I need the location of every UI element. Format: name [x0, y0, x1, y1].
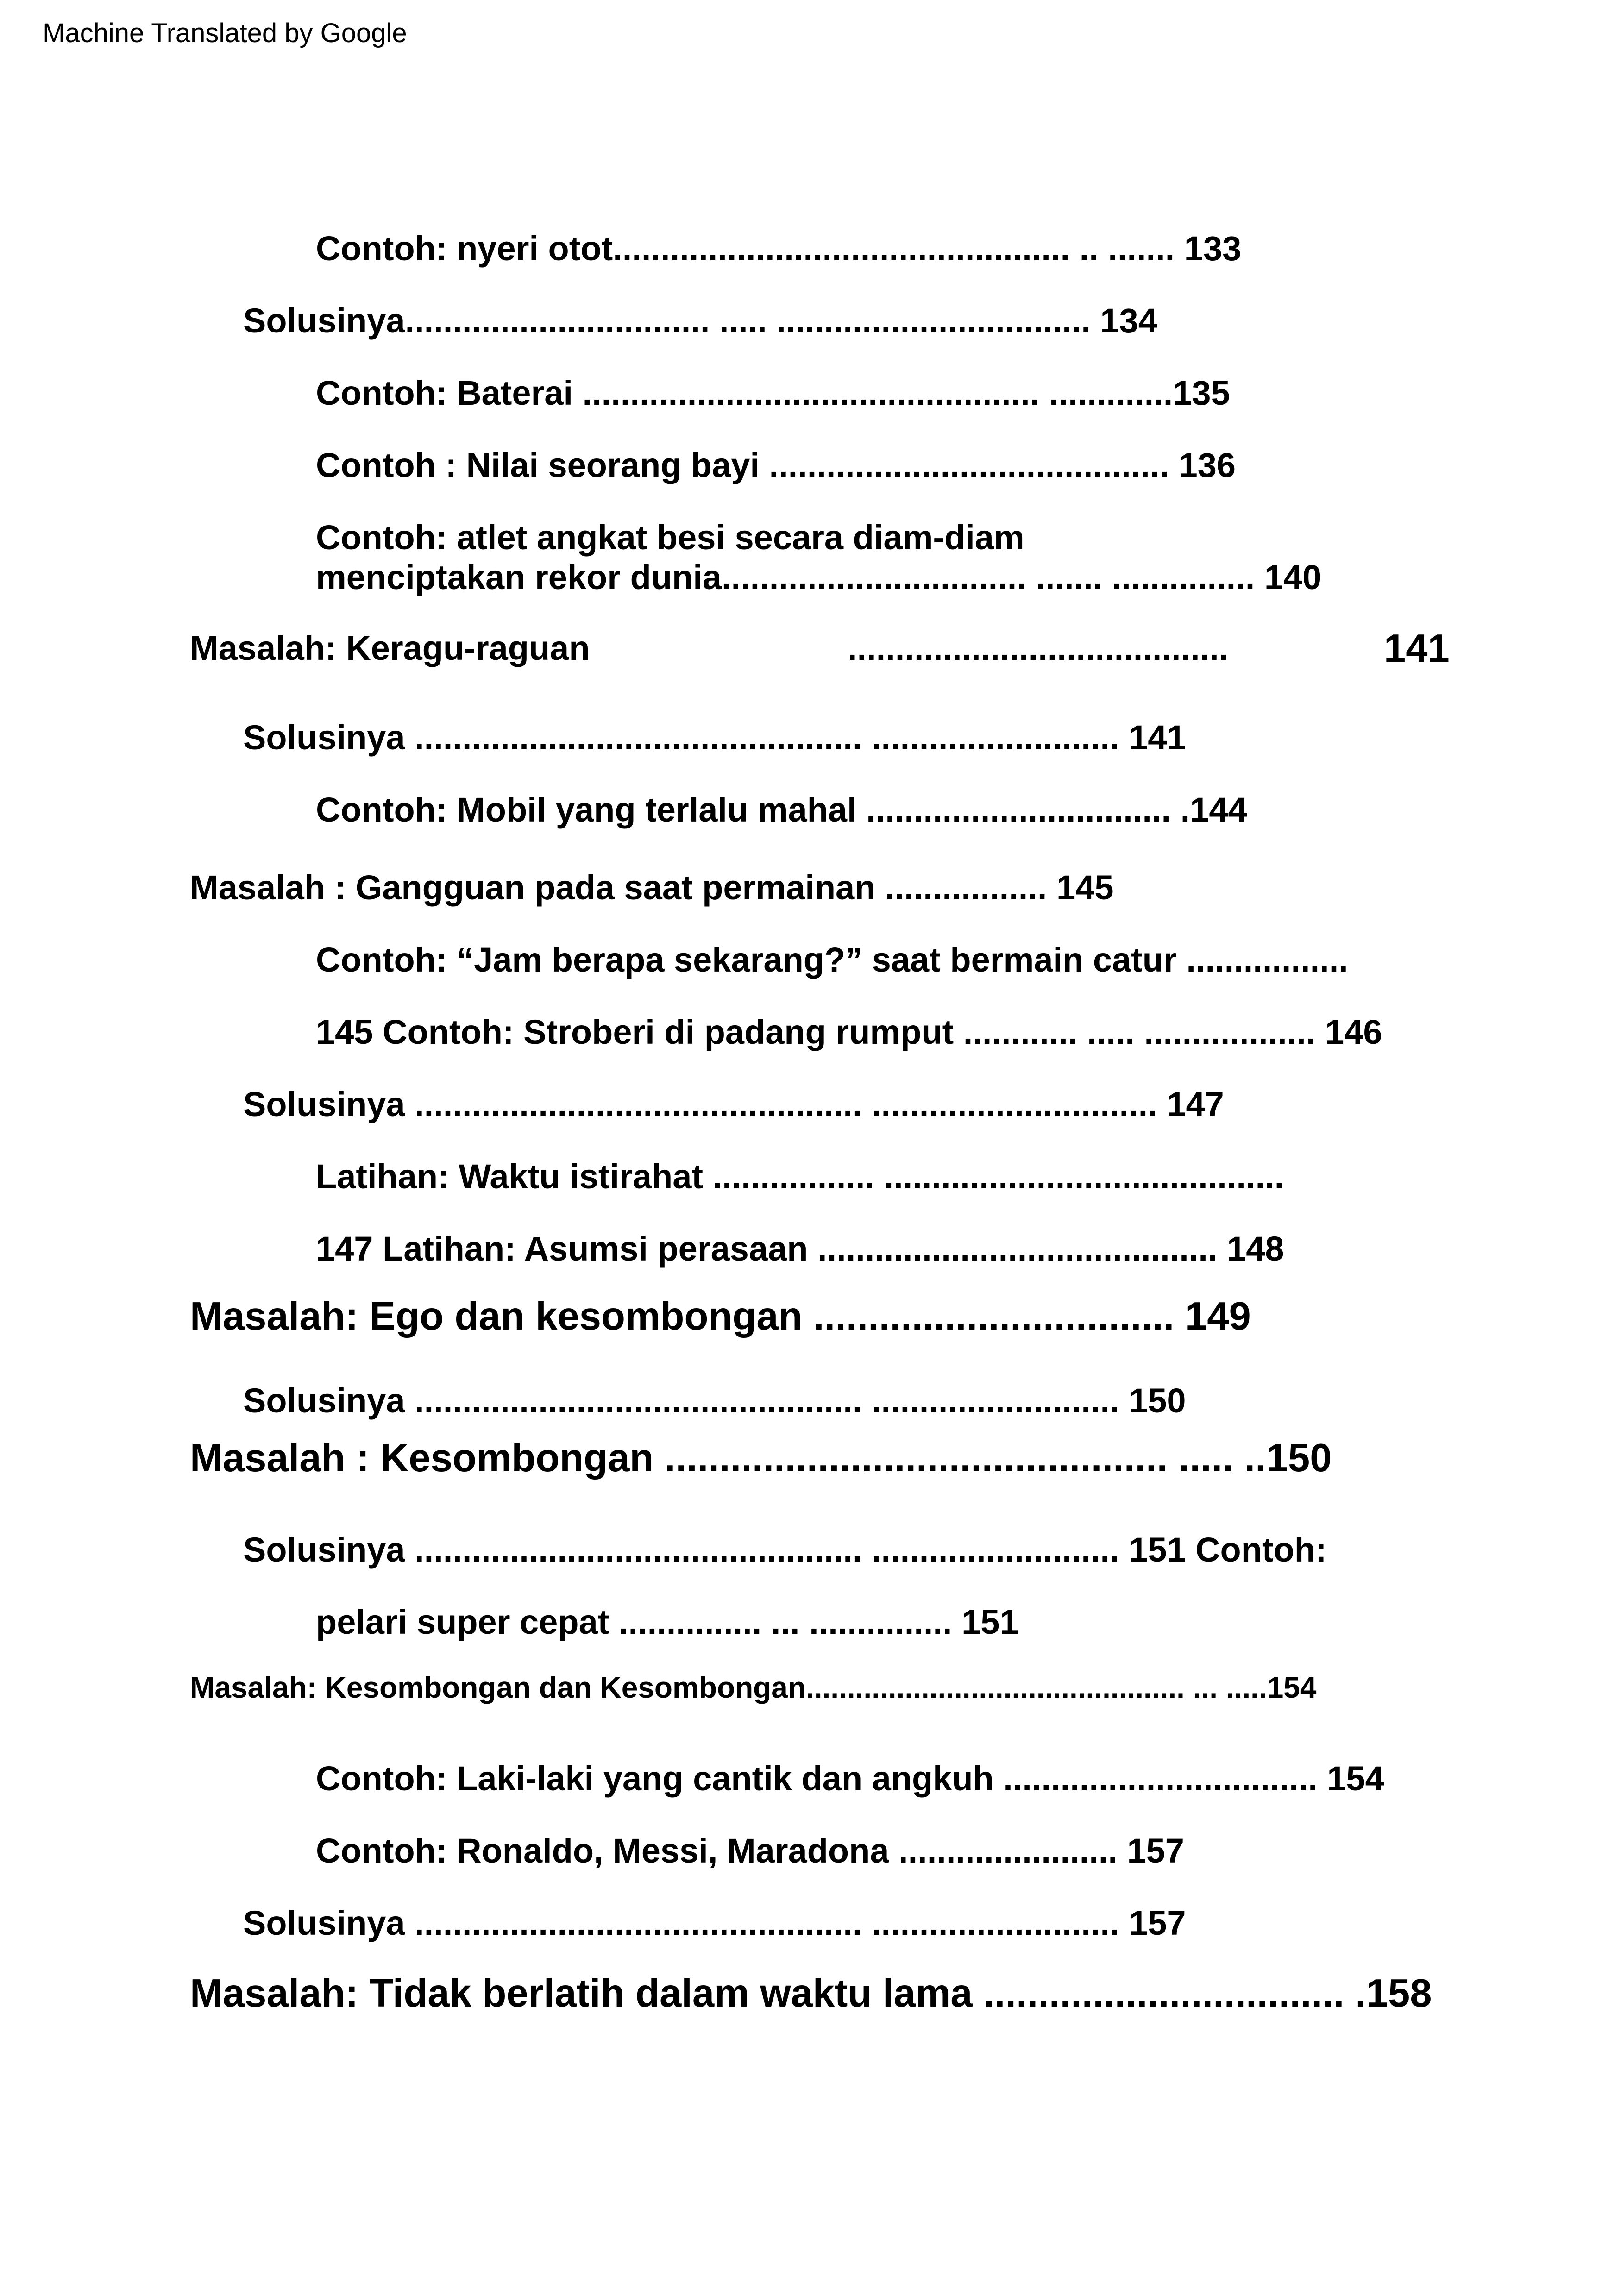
- toc-entry-latihan-asumsi-perasaan: 147 Latihan: Asumsi perasaan .......................................... 148: [316, 1230, 1284, 1268]
- toc-entry-masalah-tidak-berlatih: Masalah: Tidak berlatih dalam waktu lama ................................. .158: [190, 1971, 1432, 2015]
- toc-entry-contoh-jam-berapa: Contoh: “Jam berapa sekarang?” saat bermain catur .................: [316, 941, 1348, 979]
- toc-entry-masalah-gangguan: Masalah : Gangguan pada saat permainan ................. 145: [190, 868, 1114, 907]
- toc-entry-masalah-kesombongan-dan-kesombongan: Masalah: Kesombongan dan Kesombongan.............................................. ... .....154: [190, 1671, 1317, 1704]
- toc-entry-contoh-nilai-bayi: Contoh : Nilai seorang bayi .......................................... 136: [316, 446, 1236, 484]
- toc-entry-solusinya-134: Solusinya................................ ..... ................................. 134: [243, 301, 1157, 340]
- toc-entry-contoh-atlet-line1: Contoh: atlet angkat besi secara diam-diam: [316, 518, 1024, 557]
- toc-entry-keragu-raguan-leader: ........................................: [848, 629, 1229, 667]
- toc-entry-masalah-kesombongan: Masalah : Kesombongan .............................................. ..... ..150: [190, 1436, 1332, 1480]
- toc-entry-contoh-atlet-line2: menciptakan rekor dunia................................ ....... ............... 140: [316, 558, 1322, 596]
- toc-entry-contoh-nyeri-otot: Contoh: nyeri otot................................................ .. ....... 133: [316, 229, 1242, 268]
- toc-entry-pelari-super-cepat: pelari super cepat ............... ... ............... 151: [316, 1603, 1019, 1641]
- toc-entry-keragu-raguan-page: 141: [1384, 627, 1450, 671]
- toc-entry-contoh-stroberi: 145 Contoh: Stroberi di padang rumput ............ ..... .................. 146: [316, 1013, 1382, 1051]
- toc-entry-contoh-baterai: Contoh: Baterai ................................................ .............135: [316, 374, 1230, 412]
- toc-entry-latihan-waktu-istirahat: Latihan: Waktu istirahat ................. ..........................................: [316, 1157, 1284, 1196]
- machine-translation-banner: Machine Translated by Google: [43, 18, 407, 48]
- toc-entry-solusinya-147: Solusinya ............................................... .............................. 147: [243, 1085, 1224, 1123]
- toc-entry-contoh-laki-laki: Contoh: Laki-laki yang cantik dan angkuh ................................. 154: [316, 1759, 1384, 1798]
- toc-entry-contoh-ronaldo: Contoh: Ronaldo, Messi, Maradona ....................... 157: [316, 1832, 1184, 1870]
- toc-entry-solusinya-151: Solusinya ............................................... .......................... 151 Contoh:: [243, 1531, 1327, 1569]
- toc-entry-solusinya-141: Solusinya ............................................... .......................... 141: [243, 718, 1186, 757]
- toc-entry-solusinya-150: Solusinya ............................................... .......................... 150: [243, 1381, 1186, 1420]
- toc-entry-solusinya-157: Solusinya ............................................... .......................... 157: [243, 1904, 1186, 1942]
- toc-entry-masalah-keragu-raguan: Masalah: Keragu-raguan: [190, 629, 590, 667]
- toc-entry-contoh-mobil: Contoh: Mobil yang terlalu mahal ................................ .144: [316, 790, 1247, 829]
- toc-entry-masalah-ego: Masalah: Ego dan kesombongan ................................. 149: [190, 1294, 1251, 1338]
